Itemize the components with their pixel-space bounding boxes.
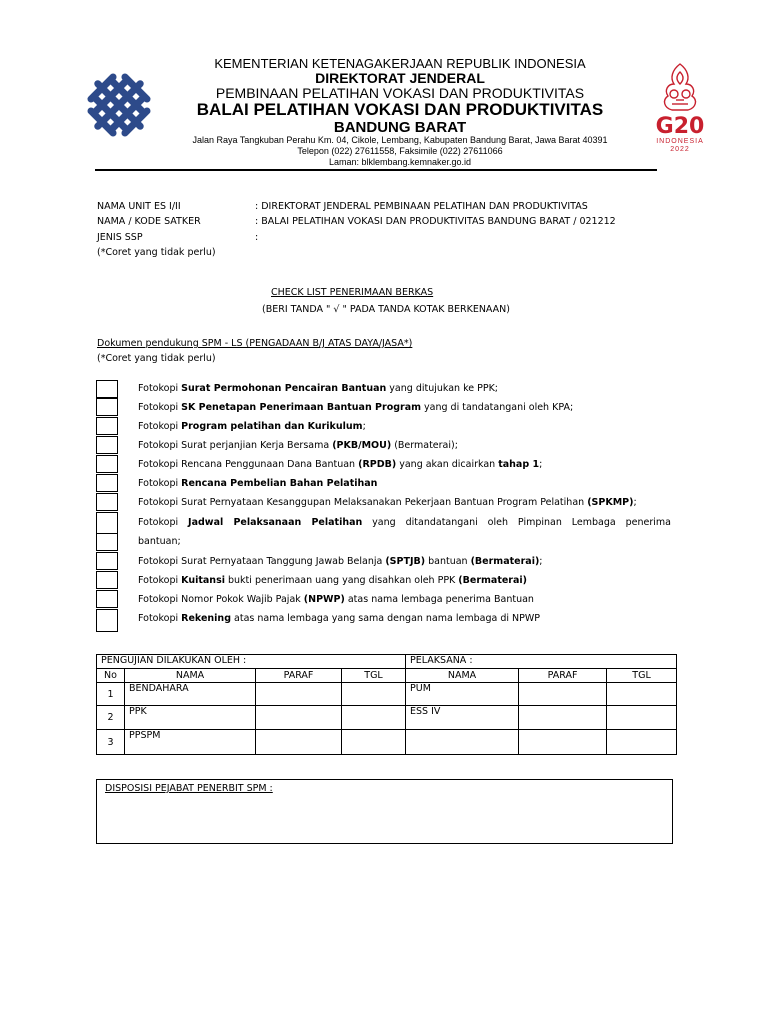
checkbox-8a[interactable]: [96, 512, 118, 534]
tgl-cell[interactable]: [342, 730, 406, 755]
g20-emblem-icon: [652, 60, 708, 116]
tgl-cell[interactable]: [607, 683, 677, 706]
col-no: No: [97, 669, 125, 683]
tgl-cell[interactable]: [342, 706, 406, 730]
checkbox-3[interactable]: [96, 417, 118, 435]
row-right-name: [406, 730, 519, 755]
row-right-name: ESS IV: [406, 706, 519, 730]
paraf-cell[interactable]: [519, 706, 607, 730]
checklist-item-8: Fotokopi Jadwal Pelaksanaan Pelatihan yang ditandatangani oleh Pimpinan Lembaga penerima: [138, 517, 671, 528]
checkbox-11[interactable]: [96, 590, 118, 608]
row-no: 2: [97, 706, 125, 730]
unit-label: NAMA UNIT ES I/II: [97, 201, 181, 212]
row-no: 3: [97, 730, 125, 755]
header-divider: [95, 169, 657, 171]
satker-value: : BALAI PELATIHAN VOKASI DAN PRODUKTIVITAS BANDUNG BARAT / 021212: [255, 216, 616, 227]
checkbox-2[interactable]: [96, 398, 118, 416]
checklist-item-10: Fotokopi Kuitansi bukti penerimaan uang yang disahkan oleh PPK (Bermaterai): [138, 575, 527, 586]
doc-heading: Dokumen pendukung SPM - LS (PENGADAAN B/J ATAS DAYA/JASA*): [97, 338, 413, 349]
disposition-label: DISPOSISI PEJABAT PENERBIT SPM :: [105, 783, 273, 794]
phone-line: Telepon (022) 27611558, Faksimile (022) 27611066: [297, 146, 503, 156]
tgl-cell[interactable]: [607, 730, 677, 755]
checklist-item-11: Fotokopi Nomor Pokok Wajib Pajak (NPWP) atas nama lembaga penerima Bantuan: [138, 594, 534, 605]
unit-value: : DIREKTORAT JENDERAL PEMBINAAN PELATIHAN DAN PRODUKTIVITAS: [255, 201, 588, 212]
directorate-name: DIREKTORAT JENDERAL: [315, 70, 485, 86]
table-row: [97, 730, 677, 755]
ssp-value: :: [255, 232, 259, 243]
checkbox-7[interactable]: [96, 493, 118, 511]
institution-location: BANDUNG BARAT: [333, 119, 467, 136]
ssp-label: JENIS SSP: [97, 232, 143, 243]
col-paraf-right: PARAF: [519, 669, 607, 683]
table-row: [97, 706, 677, 730]
institution-name: BALAI PELATIHAN VOKASI DAN PRODUKTIVITAS: [196, 100, 604, 119]
checkbox-5[interactable]: [96, 455, 118, 473]
checklist-title: CHECK LIST PENERIMAAN BERKAS: [271, 287, 434, 298]
doc-note: (*Coret yang tidak perlu): [97, 353, 216, 364]
checkbox-6[interactable]: [96, 474, 118, 492]
paraf-cell[interactable]: [256, 706, 342, 730]
verification-table: [96, 654, 677, 755]
col-tgl-right: TGL: [607, 669, 677, 683]
checkbox-8b[interactable]: [96, 533, 118, 551]
checklist-item-1: Fotokopi Surat Permohonan Pencairan Bantuan yang ditujukan ke PPK;: [138, 383, 499, 394]
checklist-instruction: (BERI TANDA " √ " PADA TANDA KOTAK BERKENAAN): [262, 304, 510, 315]
checkbox-9[interactable]: [96, 552, 118, 570]
tgl-cell[interactable]: [342, 683, 406, 706]
checkbox-1[interactable]: [96, 380, 118, 398]
paraf-cell[interactable]: [519, 683, 607, 706]
checklist-item-2: Fotokopi SK Penetapan Penerimaan Bantuan Program yang di tandatangani oleh KPA;: [138, 402, 574, 413]
division-name: PEMBINAAN PELATIHAN VOKASI DAN PRODUKTIVITAS: [215, 85, 585, 101]
paraf-cell[interactable]: [256, 730, 342, 755]
checkbox-12[interactable]: [96, 609, 118, 632]
row-left-name: BENDAHARA: [125, 683, 256, 706]
checklist-item-8-cont: bantuan;: [138, 536, 181, 547]
website-line: Laman: blklembang.kemnaker.go.id: [328, 157, 472, 167]
address-line: Jalan Raya Tangkuban Perahu Km. 04, Cikole, Lembang, Kabupaten Bandung Barat, Jawa Barat 40391: [192, 135, 608, 145]
col-nama-right: NAMA: [406, 669, 519, 683]
checklist-item-12: Fotokopi Rekening atas nama lembaga yang sama dengan nama lembaga di NPWP: [138, 613, 540, 624]
paraf-cell[interactable]: [519, 730, 607, 755]
row-left-name: PPSPM: [125, 730, 256, 755]
ministry-logo: [66, 52, 172, 158]
meta-note: (*Coret yang tidak perlu): [97, 247, 216, 258]
disposition-box[interactable]: [96, 779, 673, 844]
g20-country: INDONESIA: [656, 138, 704, 145]
g20-year: 2022: [670, 146, 690, 153]
g20-logo: [640, 60, 720, 153]
row-left-name: PPK: [125, 706, 256, 730]
col-nama-left: NAMA: [125, 669, 256, 683]
ministry-name: KEMENTERIAN KETENAGAKERJAAN REPUBLIK INDONESIA: [214, 56, 586, 71]
tested-by-header: PENGUJIAN DILAKUKAN OLEH :: [97, 655, 406, 669]
row-no: 1: [97, 683, 125, 706]
checklist-item-7: Fotokopi Surat Pernyataan Kesanggupan Melaksanakan Pekerjaan Bantuan Program Pelatihan (SPKMP);: [138, 497, 637, 508]
table-group-header: [97, 655, 677, 669]
checklist-item-4: Fotokopi Surat perjanjian Kerja Bersama (PKB/MOU) (Bermaterai);: [138, 440, 458, 451]
checklist-item-5: Fotokopi Rencana Penggunaan Dana Bantuan (RPDB) yang akan dicairkan tahap 1;: [138, 459, 543, 470]
row-right-name: PUM: [406, 683, 519, 706]
checklist-item-9: Fotokopi Surat Pernyataan Tanggung Jawab Belanja (SPTJB) bantuan (Bermaterai);: [138, 556, 543, 567]
checkbox-10[interactable]: [96, 571, 118, 589]
table-row: [97, 683, 677, 706]
col-paraf-left: PARAF: [256, 669, 342, 683]
satker-label: NAMA / KODE SATKER: [97, 216, 201, 227]
checklist-item-3: Fotokopi Program pelatihan dan Kurikulum;: [138, 421, 366, 432]
col-tgl-left: TGL: [342, 669, 406, 683]
checkbox-4[interactable]: [96, 436, 118, 454]
paraf-cell[interactable]: [256, 683, 342, 706]
tgl-cell[interactable]: [607, 706, 677, 730]
table-column-header: [97, 669, 677, 683]
executor-header: PELAKSANA :: [406, 655, 677, 669]
checklist-item-6: Fotokopi Rencana Pembelian Bahan Pelatihan: [138, 478, 378, 489]
g20-wordmark: G20: [655, 114, 705, 139]
